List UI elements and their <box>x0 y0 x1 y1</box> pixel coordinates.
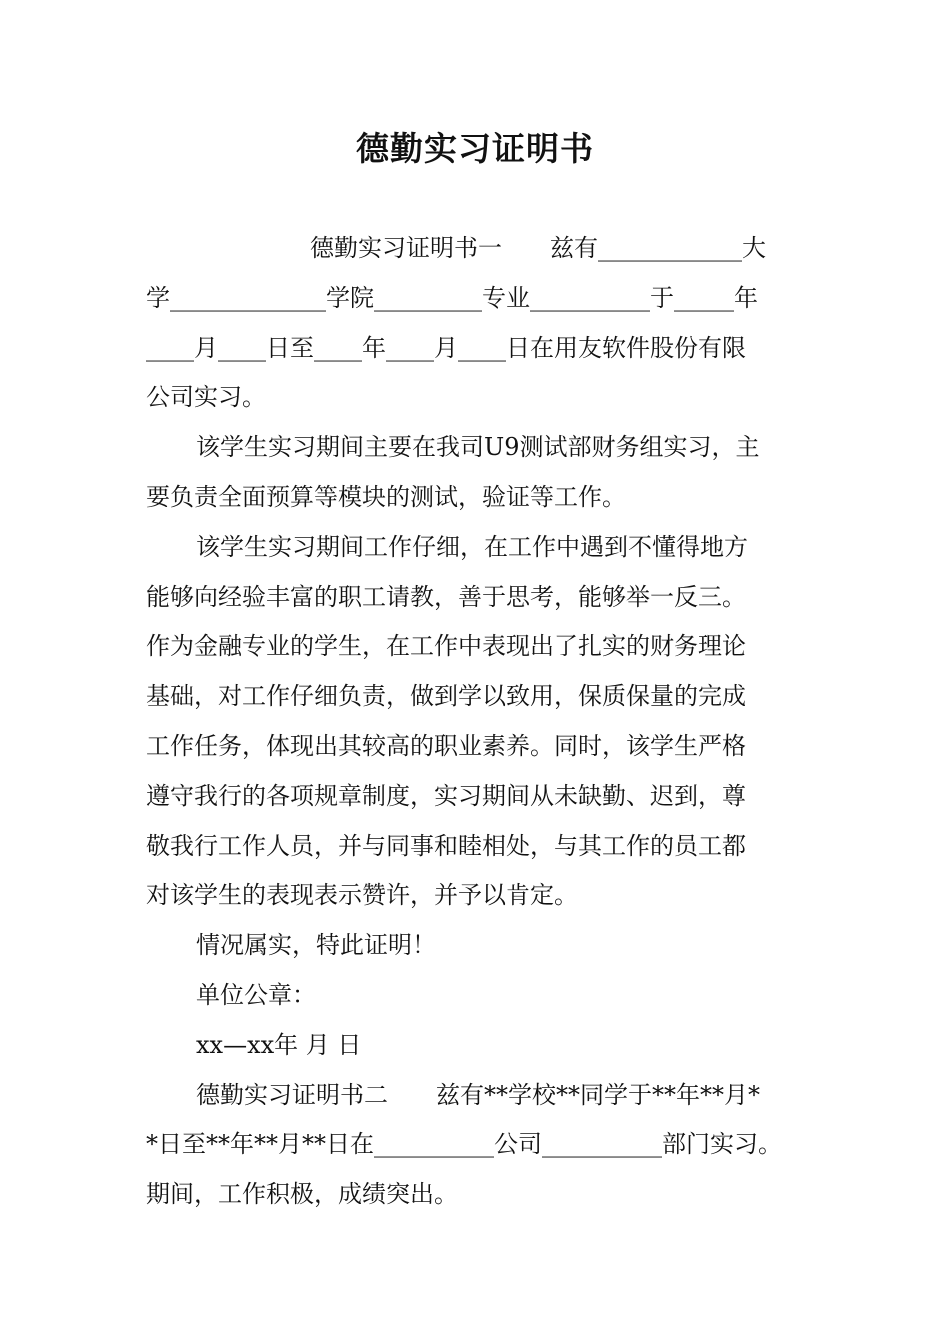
date-line: xx—xx年 月 日 <box>196 1030 362 1059</box>
text-line: 情况属实，特此证明！ <box>196 931 436 960</box>
text-line: 敬我行工作人员，并与同事和睦相处，与其工作的员工都 <box>146 831 746 860</box>
text-line: 能够向经验丰富的职工请教，善于思考，能够举一反三。 <box>146 582 746 611</box>
document-body <box>146 224 808 1220</box>
text-line: 要负责全面预算等模块的测试，验证等工作。 <box>146 482 626 511</box>
text-line: 公司实习。 <box>146 383 266 412</box>
text-line: *日至**年**月**日在__________公司__________部门实习。 <box>146 1130 782 1159</box>
text-line: 遵守我行的各项规章制度，实习期间从未缺勤、迟到，尊 <box>146 781 746 810</box>
text-line: 作为金融专业的学生，在工作中表现出了扎实的财务理论 <box>146 632 746 661</box>
text-line: 德勤实习证明书二 兹有**学校**同学于**年**月* <box>196 1080 760 1109</box>
text-line: 该学生实习期间工作仔细，在工作中遇到不懂得地方 <box>196 532 748 561</box>
text-line: 基础，对工作仔细负责，做到学以致用，保质保量的完成 <box>146 682 746 711</box>
text-line: 工作任务，体现出其较高的职业素养。同时，该学生严格 <box>146 731 746 760</box>
text-line: 对该学生的表现表示赞许，并予以肯定。 <box>146 881 578 910</box>
text-line: 该学生实习期间主要在我司U9测试部财务组实习，主 <box>196 433 760 462</box>
text-line: ____月____日至____年____月____日在用友软件股份有限 <box>146 333 746 362</box>
document-title: 德勤实习证明书 <box>356 129 594 168</box>
text-line: 学_____________学院_________专业__________于_____年 <box>146 283 758 312</box>
text-line: 单位公章： <box>196 980 316 1009</box>
text-line: 德勤实习证明书一 兹有____________大 <box>310 234 766 262</box>
text-line: 期间，工作积极，成绩突出。 <box>146 1180 458 1209</box>
